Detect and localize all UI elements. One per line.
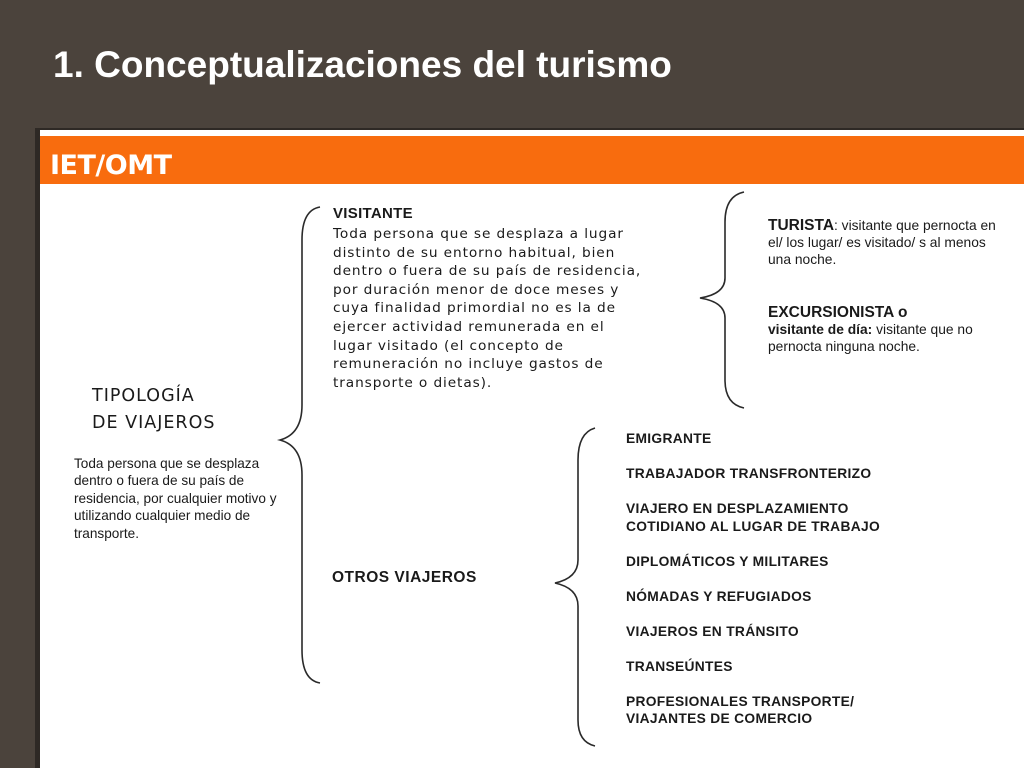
list-item: DIPLOMÁTICOS Y MILITARES [626,553,829,569]
content-panel [40,130,1024,768]
list-item: TRABAJADOR TRANSFRONTERIZO [626,466,872,481]
visitante-line: lugar visitado (el concepto de [333,337,564,354]
excursionista-term: EXCURSIONISTA [768,304,894,321]
tipologia-heading-line1: TIPOLOGÍA [92,386,195,406]
turista-block [768,217,998,268]
visitante-line: remuneración no incluye gastos de [333,356,604,373]
otros-list [626,430,880,745]
visitante-line: dentro o fuera de su país de residencia, [333,263,642,280]
list-item: VIAJERO EN DESPLAZAMIENTO COTIDIANO AL LUGAR DE TRABAJO [626,501,880,534]
otros-brace [555,428,595,746]
visitante-heading: VISITANTE [333,205,413,222]
turista-definition: : visitante que pernocta en el/ los lugar/ es visitado/ s al menos una noche. [768,218,996,267]
list-item: TRANSEÚNTES [626,658,733,674]
tipologia-description: Toda persona que se desplaza dentro o fuera de su país de residencia, por cualquier motivo y utilizando cualquier medio de transporte. [74,456,277,541]
list-item: EMIGRANTE [626,431,712,446]
list-item: NÓMADAS Y REFUGIADOS [626,588,812,604]
visitante-line: por duración menor de doce meses y [333,281,620,298]
list-item: VIAJEROS EN TRÁNSITO [626,623,799,639]
visitante-line: ejercer actividad remunerada en el [333,318,605,335]
visitante-line: distinto de su entorno habitual, bien [333,244,616,261]
visitante-line: transporte o dietas). [333,374,493,391]
tipologia-heading [92,383,215,437]
excursionista-block [768,304,1008,355]
visitante-line: Toda persona que se desplaza a lugar [333,226,624,242]
turista-term: TURISTA [768,217,835,234]
main-brace [280,207,320,683]
visitante-definition [333,225,723,392]
slide-title: 1. Conceptualizaciones del turismo [53,44,672,85]
excursionista-definition: visitante que no pernocta ninguna noche. [768,322,973,354]
excursionista-alt-term: visitante de día: [768,322,873,337]
visitante-line: cuya finalidad primordial no es la de [333,300,616,317]
excursionista-connector: o [893,304,908,321]
section-band-label: IET/OMT [50,150,172,181]
otros-heading: OTROS VIAJEROS [332,569,477,586]
tipologia-heading-line2: DE VIAJEROS [92,413,216,433]
list-item: PROFESIONALES TRANSPORTE/ VIAJANTES DE COMERCIO [626,693,855,726]
